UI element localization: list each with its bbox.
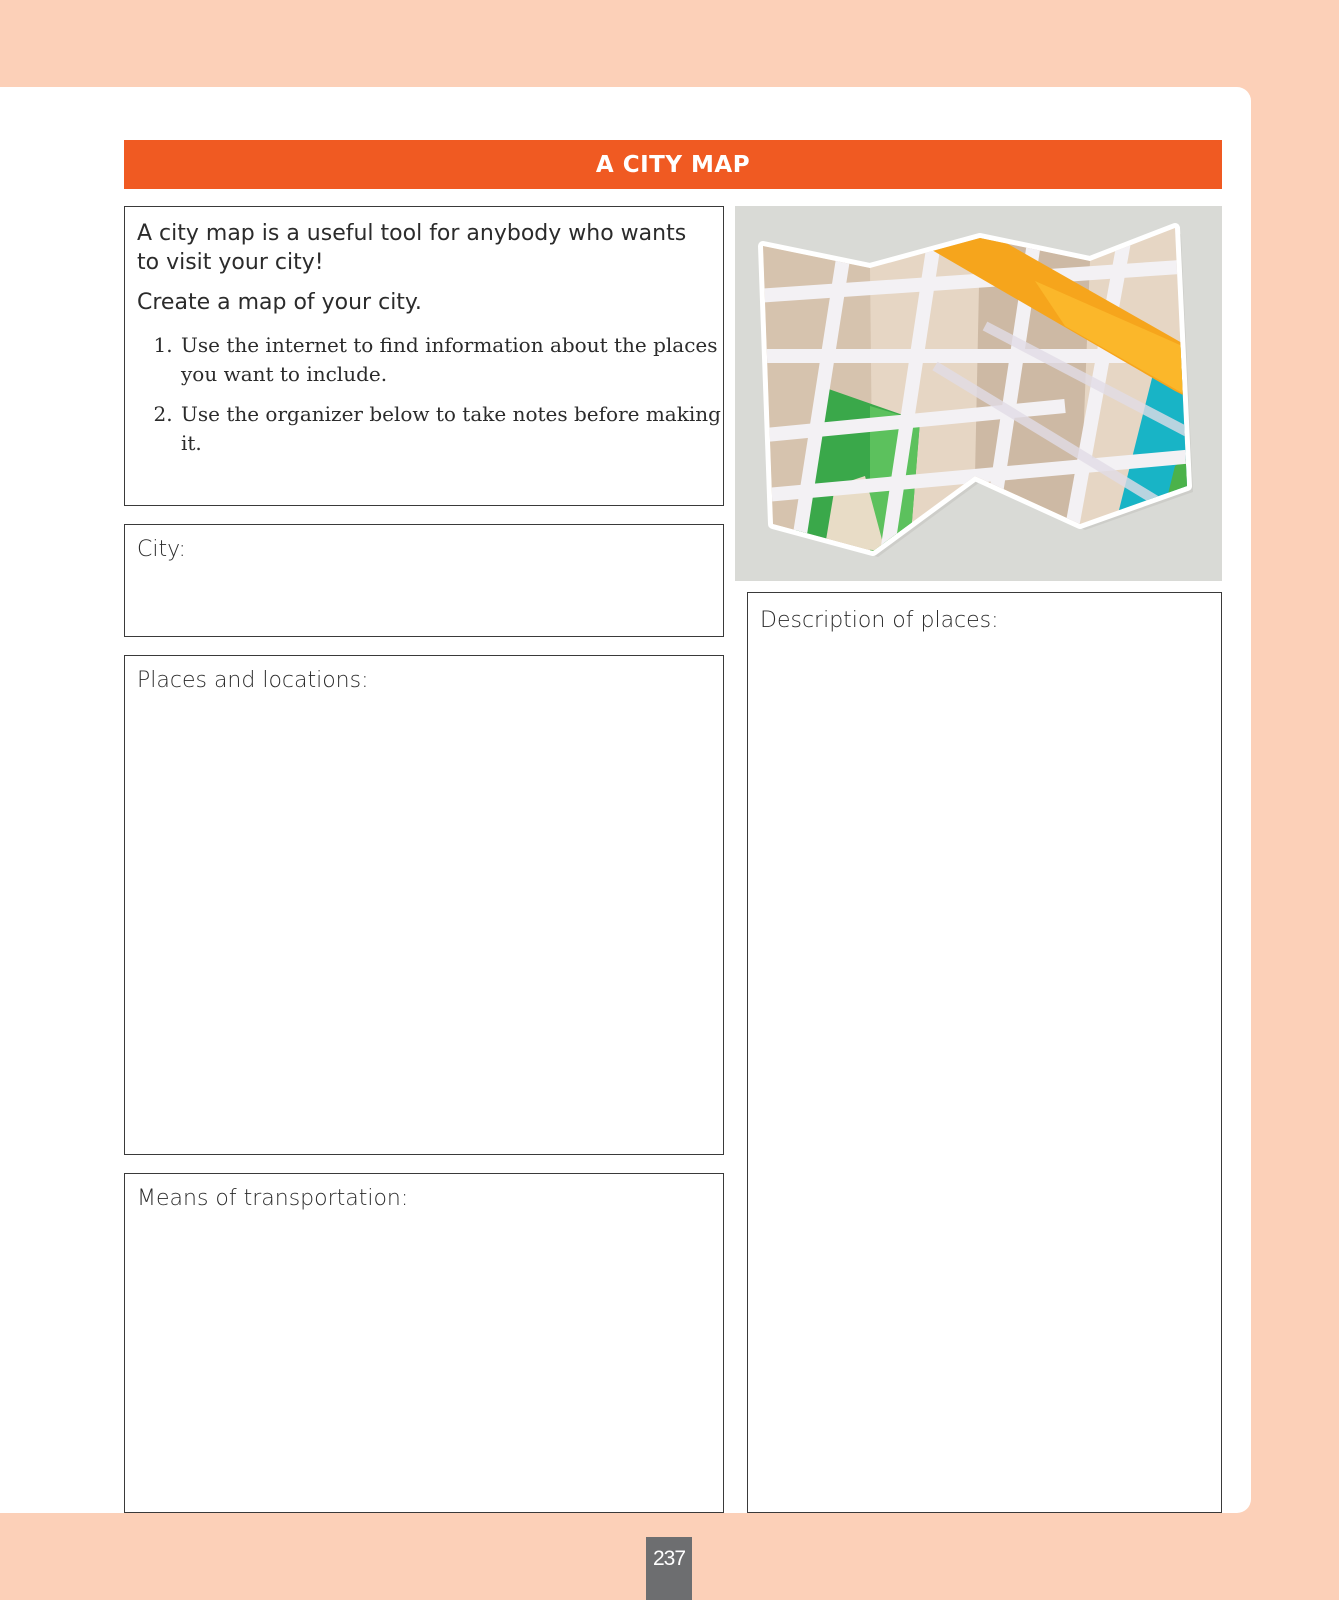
city-label: City: xyxy=(137,537,186,562)
instructions-box xyxy=(124,206,724,506)
city-map-image xyxy=(735,206,1222,581)
page-title: A CITY MAP xyxy=(124,140,1222,189)
places-field[interactable] xyxy=(124,655,724,1155)
intro-task: Create a map of your city. xyxy=(137,290,422,315)
description-label: Description of places: xyxy=(760,608,999,633)
step-item: 1. Use the internet to find information about the places you want to include. xyxy=(179,331,734,389)
step-item: 2. Use the organizer below to take notes before making it. xyxy=(179,400,734,458)
intro-paragraph: A city map is a useful tool for anybody who wants to visit your city! xyxy=(137,221,687,275)
folded-map-illustration xyxy=(735,206,1222,581)
places-label: Places and locations: xyxy=(137,668,369,693)
transport-field[interactable] xyxy=(124,1173,724,1513)
page-number: 237 xyxy=(646,1537,692,1600)
city-field[interactable] xyxy=(124,524,724,637)
transport-label: Means of transportation: xyxy=(137,1186,409,1211)
description-field[interactable] xyxy=(747,592,1222,1513)
steps-list xyxy=(155,331,734,469)
